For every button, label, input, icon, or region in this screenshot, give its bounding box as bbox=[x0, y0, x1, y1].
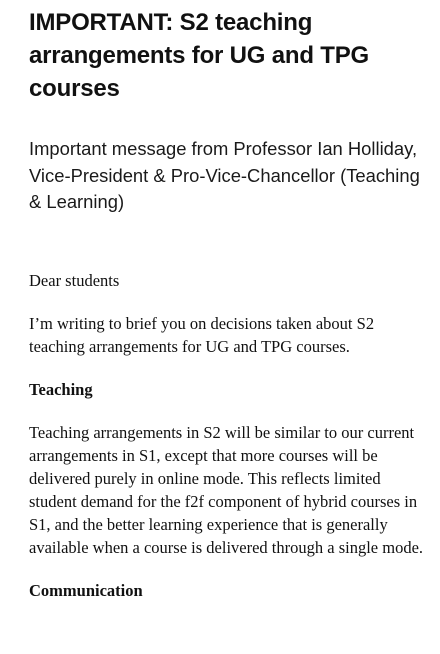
article-title: IMPORTANT: S2 teaching arrangements for UG and TPG courses bbox=[29, 9, 369, 102]
article-body bbox=[29, 269, 424, 602]
section-heading-communication: Communication bbox=[29, 580, 143, 600]
intro-paragraph: I’m writing to brief you on decisions taken about S2 teaching arrangements for UG and TPG courses. bbox=[29, 313, 375, 356]
teaching-paragraph: Teaching arrangements in S2 will be similar to our current arrangements in S1, except that more courses will be delivered purely in online mode. This reflects limited student demand for the f2f component of hybrid courses in S1, and the better learning experience that is generally available when a course is delivered through a single mode. bbox=[29, 422, 424, 557]
article-subtitle: Important message from Professor Ian Holliday, Vice-President & Pro-Vice-Chancellor (Teaching & Learning) bbox=[29, 138, 420, 212]
section-heading-teaching: Teaching bbox=[29, 379, 93, 399]
greeting: Dear students bbox=[29, 270, 120, 290]
article bbox=[29, 0, 424, 602]
